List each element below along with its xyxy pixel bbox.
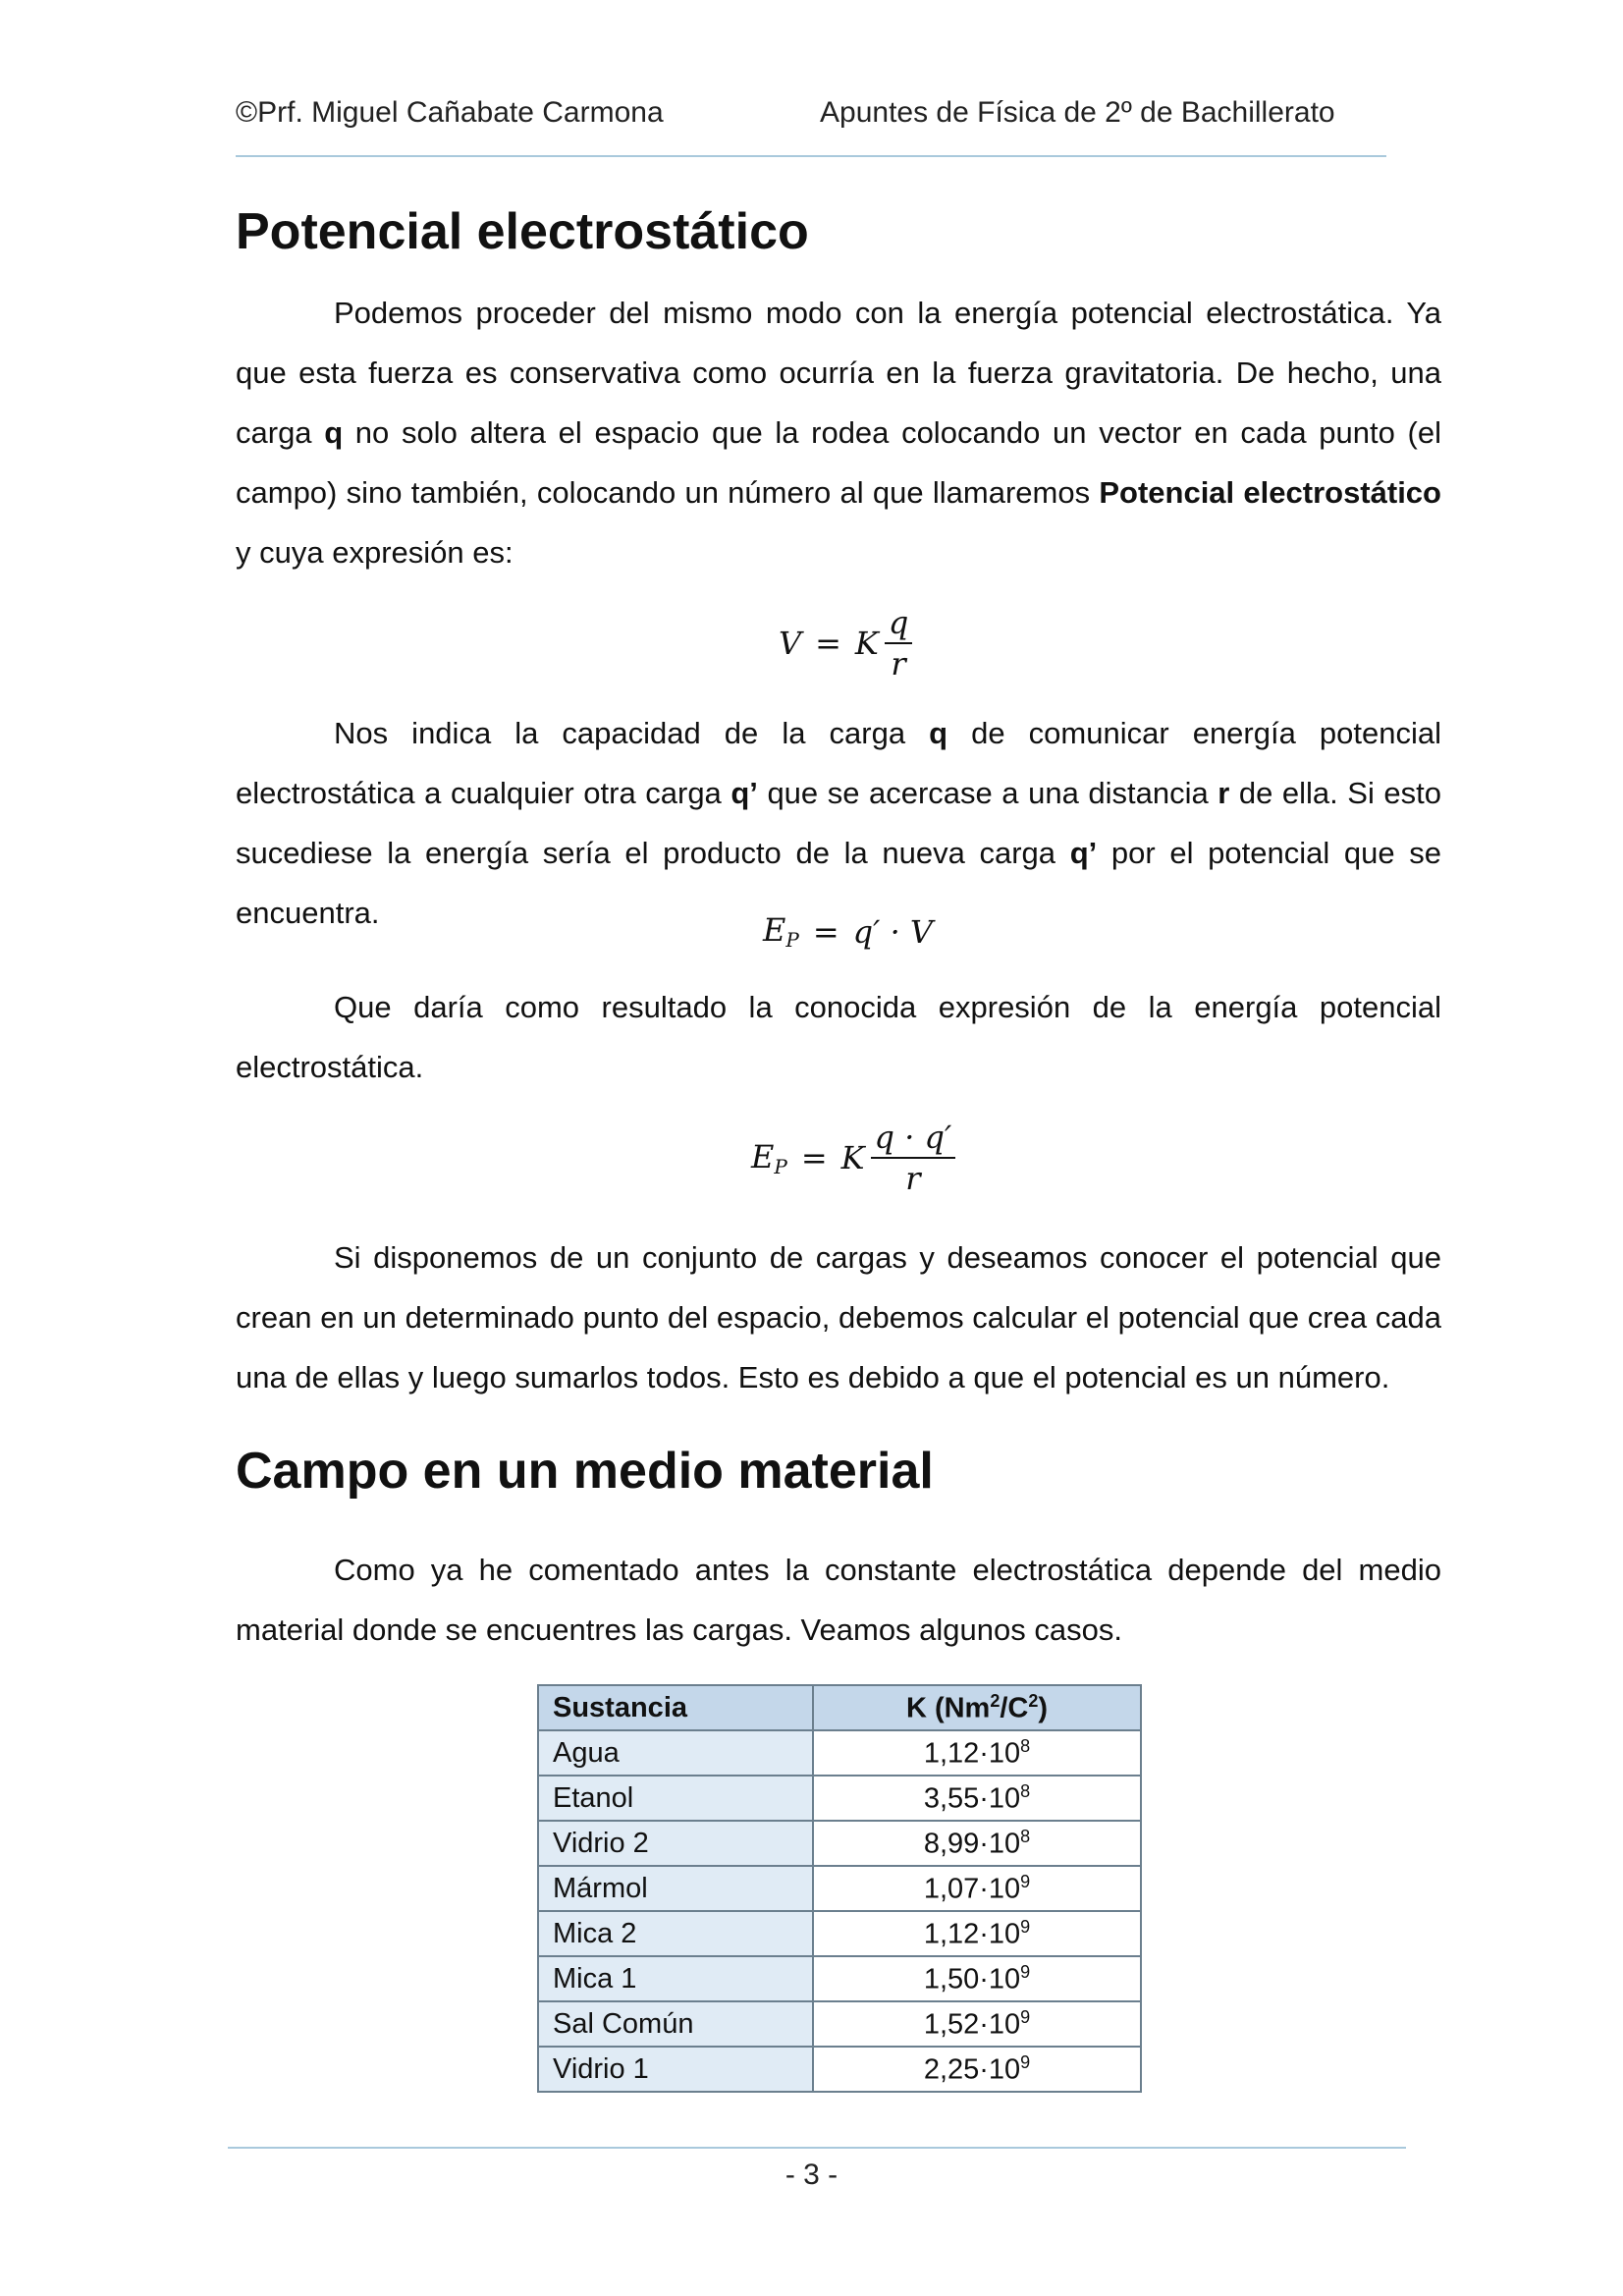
paragraph-medium	[236, 1540, 1441, 1660]
formula-equals: =	[800, 1139, 828, 1176]
formula-lhs-subscript: P	[785, 928, 799, 952]
k-mantissa: 1,12·10	[923, 1918, 1021, 1950]
cell-sustancia: Mármol	[538, 1866, 813, 1911]
fraction-denominator: r	[891, 645, 906, 683]
bold-q: q	[929, 716, 948, 750]
text-run: Que daría como resultado la conocida expresión de la energía potencial electrostática.	[236, 990, 1441, 1084]
table-header-k	[813, 1685, 1141, 1730]
text-run: de comunicar energía potencial electrostática a cualquier otra carga	[236, 716, 1441, 810]
section-title-potencial: Potencial electrostático	[236, 203, 809, 260]
cell-sustancia: Vidrio 2	[538, 1821, 813, 1866]
header-divider	[236, 155, 1386, 157]
formula-constant: K	[840, 1139, 865, 1176]
bold-term: Potencial electrostático	[1099, 475, 1441, 510]
text-run: Como ya he comentado antes la constante electrostática depende del medio material donde se encuentres las cargas. Veamos algunos casos.	[236, 1553, 1441, 1647]
k-exponent: 9	[1020, 1961, 1031, 1982]
formula-potential	[779, 605, 912, 682]
text-run: Si disponemos de un conjunto de cargas y deseamos conocer el potencial que crean en un determinado punto del espacio, debemos calcular el potencial que crea cada una de ellas y luego sumarlos todos. Esto es debido a que el potencial es un número.	[236, 1240, 1441, 1394]
cell-k	[813, 1911, 1141, 1956]
cell-sustancia: Vidrio 1	[538, 2047, 813, 2092]
header-exponent: 2	[1028, 1690, 1039, 1711]
header-text: /C	[1000, 1692, 1029, 1724]
formula-lhs-symbol: E	[751, 1137, 775, 1175]
formula-lhs-subscript: P	[774, 1154, 787, 1178]
table-row	[538, 1866, 1141, 1911]
fraction-numerator: q · q′	[871, 1120, 956, 1159]
k-mantissa: 3,55·10	[923, 1782, 1021, 1815]
k-exponent: 9	[1020, 1916, 1031, 1937]
formula-energy	[751, 1120, 955, 1196]
paragraph-capacity	[236, 703, 1441, 943]
cell-k	[813, 2001, 1141, 2047]
footer-divider	[228, 2147, 1406, 2149]
k-mantissa: 1,07·10	[923, 1873, 1021, 1905]
cell-sustancia: Agua	[538, 1730, 813, 1776]
cell-k	[813, 1866, 1141, 1911]
paragraph-superposition	[236, 1228, 1441, 1407]
text-run: no solo altera el espacio que la rodea colocando un vector en cada punto (el campo) sino también, colocando un número al que llamaremos	[236, 415, 1441, 510]
text-run: por el potencial que se encuentra.	[236, 836, 1441, 930]
bold-q-prime: q’	[730, 776, 758, 810]
paragraph-intro	[236, 283, 1441, 582]
formula-equals: =	[812, 912, 839, 951]
k-exponent: 8	[1020, 1735, 1031, 1756]
formula-equals: =	[815, 625, 841, 662]
header-text: K (Nm	[905, 1692, 991, 1724]
page-number: - 3 -	[784, 2159, 839, 2191]
table-row	[538, 1821, 1141, 1866]
formula-lhs	[751, 1138, 787, 1178]
text-run: y cuya expresión es:	[236, 535, 514, 570]
bold-q: q	[324, 415, 344, 450]
formula-fraction	[885, 605, 912, 682]
k-mantissa: 8,99·10	[923, 1828, 1021, 1860]
text-run: Nos indica la capacidad de la carga	[334, 716, 930, 750]
k-mantissa: 1,50·10	[923, 1963, 1021, 1995]
table-header-row	[538, 1685, 1141, 1730]
table-row	[538, 1730, 1141, 1776]
k-mantissa: 1,52·10	[923, 2008, 1021, 2041]
header-course: Apuntes de Física de 2º de Bachillerato	[820, 96, 1335, 129]
cell-sustancia: Mica 1	[538, 1956, 813, 2001]
section-title-medio: Campo en un medio material	[236, 1443, 934, 1500]
header-text: )	[1038, 1692, 1049, 1724]
formula-constant: K	[854, 625, 879, 662]
paragraph-result	[236, 977, 1441, 1097]
table-row	[538, 1956, 1141, 2001]
constant-table	[537, 1684, 1142, 2093]
cell-sustancia: Sal Común	[538, 2001, 813, 2047]
formula-lhs: V	[779, 625, 802, 662]
k-mantissa: 1,12·10	[923, 1737, 1021, 1770]
cell-k	[813, 1956, 1141, 2001]
table-header-sustancia: Sustancia	[538, 1685, 813, 1730]
cell-sustancia: Etanol	[538, 1776, 813, 1821]
k-mantissa: 2,25·10	[923, 2053, 1021, 2086]
cell-k	[813, 1730, 1141, 1776]
table-row	[538, 1911, 1141, 1956]
table-row	[538, 1776, 1141, 1821]
header-author: ©Prf. Miguel Cañabate Carmona	[236, 96, 664, 129]
formula-fraction	[871, 1120, 956, 1196]
fraction-numerator: q	[885, 605, 912, 644]
formula-lhs	[763, 911, 799, 952]
k-exponent: 9	[1020, 1871, 1031, 1891]
text-run: de ella. Si esto sucediese la energía sería el producto de la nueva carga	[236, 776, 1441, 870]
k-exponent: 8	[1020, 1780, 1031, 1801]
fraction-denominator: r	[905, 1160, 921, 1197]
table-row	[538, 2047, 1141, 2092]
cell-sustancia: Mica 2	[538, 1911, 813, 1956]
k-exponent: 9	[1020, 2051, 1031, 2072]
table-row	[538, 2001, 1141, 2047]
k-exponent: 9	[1020, 2006, 1031, 2027]
cell-k	[813, 1776, 1141, 1821]
header-exponent: 2	[990, 1690, 1001, 1711]
cell-k	[813, 2047, 1141, 2092]
cell-k	[813, 1821, 1141, 1866]
formula-rhs: q′ · V	[852, 912, 934, 951]
text-run: Podemos proceder del mismo modo con la energía potencial electrostática. Ya que esta fuerza es conservativa como ocurría en la fuerza gravitatoria. De hecho, una carga	[236, 296, 1441, 450]
bold-q-prime: q’	[1069, 836, 1098, 870]
formula-energy-product	[763, 911, 933, 952]
formula-lhs-symbol: E	[763, 911, 786, 949]
bold-r: r	[1217, 776, 1230, 810]
text-run: que se acercase a una distancia	[757, 776, 1218, 810]
k-exponent: 8	[1020, 1826, 1031, 1846]
